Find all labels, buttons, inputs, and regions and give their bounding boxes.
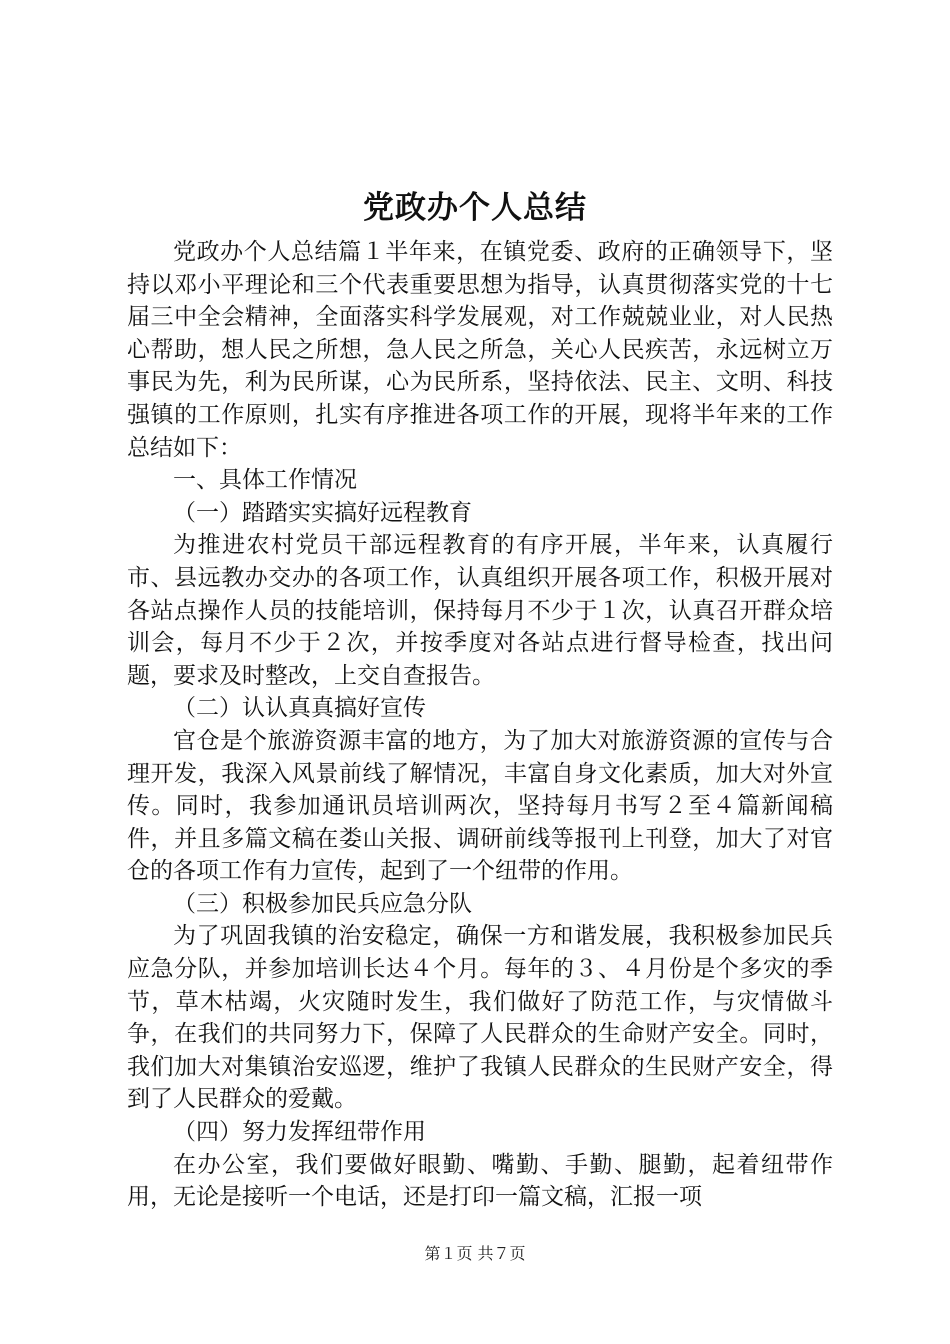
document-body	[127, 236, 833, 1214]
document-title: 党政办个人总结	[363, 190, 587, 226]
subsection-heading-2: （二）认认真真搞好宣传	[173, 695, 426, 722]
paragraph-remote-education: 为推进农村党员干部远程教育的有序开展，半年来，认真履行市、县远教办交办的各项工作，认真组织开展各项工作，积极开展对各站点操作人员的技能培训，保持每月不少于１次，认真召开群众培训会，每月不少于２次，并按季度对各站点进行督导检查，找出问题，要求及时整改，上交自查报告。	[127, 532, 833, 689]
subsection-heading-1: （一）踏踏实实搞好远程教育	[173, 499, 472, 526]
paragraph-intro: 党政办个人总结篇１半年来，在镇党委、政府的正确领导下，坚持以邓小平理论和三个代表重要思想为指导，认真贯彻落实党的十七届三中全会精神，全面落实科学发展观，对工作兢兢业业，对人民热心帮助，想人民之所想，急人民之所急，关心人民疾苦，永远树立万事民为先，利为民所谋，心为民所系，坚持依法、民主、文明、科技强镇的工作原则，扎实有序推进各项工作的开展，现将半年来的工作总结如下：	[127, 239, 833, 461]
subsection-heading-4: （四）努力发挥纽带作用	[173, 1119, 426, 1146]
paragraph-publicity: 官仓是个旅游资源丰富的地方，为了加大对旅游资源的宣传与合理开发，我深入风景前线了解情况，丰富自身文化素质，加大对外宣传。同时，我参加通讯员培训两次，坚持每月书写２至４篇新闻稿件，并且多篇文稿在娄山关报、调研前线等报刊上刊登，加大了对官仓的各项工作有力宣传，起到了一个纽带的作用。	[127, 727, 833, 885]
paragraph-militia: 为了巩固我镇的治安稳定，确保一方和谐发展，我积极参加民兵应急分队，并参加培训长达４个月。每年的３、４月份是个多灾的季节，草木枯竭，火灾随时发生，我们做好了防范工作，与灾情做斗争，在我们的共同努力下，保障了人民群众的生命财产安全。同时，我们加大对集镇治安巡逻，维护了我镇人民群众的生民财产安全，得到了人民群众的爱戴。	[127, 923, 833, 1113]
subsection-heading-3: （三）积极参加民兵应急分队	[173, 890, 472, 917]
paragraph-office: 在办公室，我们要做好眼勤、嘴勤、手勤、腿勤，起着纽带作用，无论是接听一个电话，还是打印一篇文稿，汇报一项	[127, 1151, 833, 1211]
section-heading-1: 一、具体工作情况	[173, 467, 357, 494]
page-number-footer: 第１页 共７页	[424, 1244, 526, 1263]
